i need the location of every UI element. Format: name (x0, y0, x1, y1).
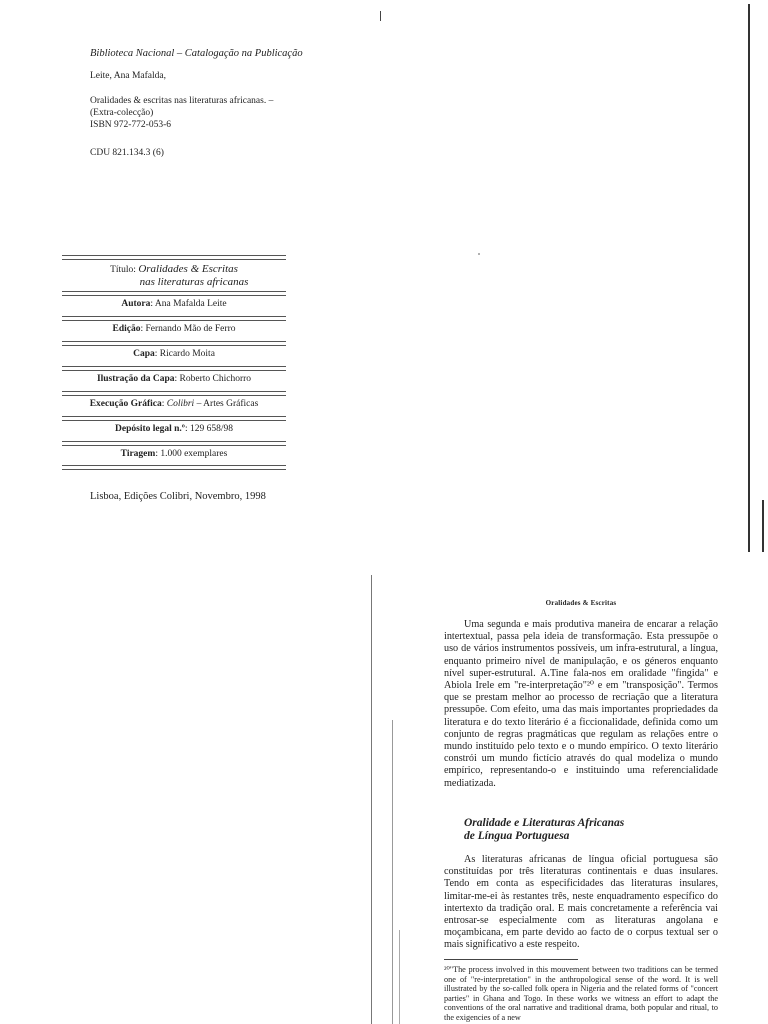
credits-rule (62, 366, 286, 371)
paragraph-1 (444, 619, 718, 790)
scan-speck (478, 253, 480, 255)
credit-value: Colibri (166, 399, 195, 409)
catalog-cdu: CDU 821.134.3 (6) (90, 148, 164, 158)
credit-label: Tiragem (120, 449, 156, 459)
credits-top-rule (62, 255, 286, 260)
section-heading-line: Oralidade e Literaturas Africanas (464, 817, 625, 829)
catalog-isbn: ISBN 972-772-053-6 (90, 120, 172, 130)
credits-rule (62, 391, 286, 396)
section-heading-line: de Língua Portuguesa (464, 829, 570, 842)
credits-rule (62, 341, 286, 346)
credits-rule (62, 416, 286, 421)
catalog-series: (Extra-colecção) (90, 108, 154, 118)
section-heading (464, 817, 624, 842)
gutter-line (392, 720, 393, 1024)
credit-value: nas literaturas africanas (139, 276, 249, 288)
credits-rule (62, 291, 286, 296)
credits-rule (62, 441, 286, 446)
credit-value: Fernando Mão de Ferro (145, 324, 236, 334)
footnote (444, 965, 718, 1023)
credit-execucao: Execução Gráfica: Colibri – Artes Gráficas (89, 399, 259, 409)
credit-capa: Capa: Ricardo Moita (133, 349, 215, 359)
paragraph-2 (444, 854, 718, 952)
credit-value: – Artes Gráficas (194, 399, 259, 409)
credit-label: Título (110, 265, 134, 275)
footnote-text: "The process involved in this mouvement between two traditions can be termed one of "re-interpretation" in the anthropological sense of the word. It is well illustrated by the so-called folk opera in Nigeria and the related forms of "concert parties" in Ghana and Togo. In these works we witness an effort to adapt the conventions of the oral narrative and traditional drama, both popular and ritual, to the exigencies of a new (444, 965, 718, 1022)
credit-deposito: Depósito legal n.º: 129 658/98 (115, 424, 233, 434)
footnote-mark: ²⁰ (444, 965, 450, 974)
scan-mark (380, 11, 381, 21)
gutter-line (399, 930, 400, 1024)
credit-titulo: Título: Oralidades & Escritas (110, 263, 238, 275)
credit-value: Oralidades & Escritas (138, 263, 238, 275)
credit-label: Edição (112, 324, 141, 334)
credit-label: Execução Gráfica (89, 399, 162, 409)
paragraph-text: Uma segunda e mais produtiva maneira de encarar a relação intertextual, passa pela ideia de transformação. Esta pressupõe o uso de vários instrumentos possíveis, um infra-estrutural, a língua, enquanto primeiro nível de manipulação, e os géneros enquanto nível super-estrutural. A.Tine fala-nos em oralidade "fingida" e Abiola Irele em "re-interpretação"²⁰ e em "transposição". Termos que se prestam melhor ao processo de recriação que a literatura pressupõe. Com efeito, uma das mais importantes propriedades da literatura e do texto literário é a ficcionalidade, definida como um conjunto de regras pragmáticas que regulam as relações entre o mundo instituído pelo texto e o mundo empírico. O texto literário constrói um mundo fictício através do qual modeliza o mundo empírico, representando-o e instituindo uma referencialidade mediatizada. (444, 619, 718, 789)
credit-edicao: Edição: Fernando Mão de Ferro (112, 324, 236, 334)
imprint-line: Lisboa, Edições Colibri, Novembro, 1998 (90, 491, 266, 502)
credit-autora: Autora: Ana Mafalda Leite (121, 299, 227, 309)
credit-label: Autora (121, 299, 151, 309)
credit-value: Roberto Chichorro (179, 374, 252, 384)
page-edge-line (762, 500, 764, 552)
credit-value: 1.000 exemplares (160, 449, 228, 459)
footnote-rule (444, 959, 578, 960)
catalog-book-line: Oralidades & escritas nas literaturas africanas. – (90, 96, 274, 106)
running-head: Oralidades & Escritas (545, 599, 617, 607)
catalog-title: Biblioteca Nacional – Catalogação na Publicação (90, 48, 303, 59)
gutter-line (371, 575, 372, 1024)
credit-ilustracao: Ilustração da Capa: Roberto Chichorro (96, 374, 252, 384)
credit-label: Ilustração da Capa (96, 374, 175, 384)
credit-tiragem: Tiragem: 1.000 exemplares (120, 449, 228, 459)
catalog-author: Leite, Ana Mafalda, (90, 71, 166, 81)
paragraph-text: As literaturas africanas de língua oficial portuguesa são constituídas por três literaturas continentais e duas insulares. Tendo em conta as especificidades das literaturas insulares, limitar-me-ei às restantes três, neste enquadramento específico do intertexto da tradição oral. E mais concretamente a referência vai entrosar-se especialmente com as literaturas angolana e moçambicana, em parte devido ao facto de o corpus textual ser o mais significativo a este respeito. (444, 854, 718, 951)
credit-titulo-2 (62, 276, 286, 288)
credits-rule (62, 316, 286, 321)
credits-bottom-rule (62, 465, 286, 470)
credit-value: Ricardo Moita (159, 349, 215, 359)
credit-value: Ana Mafalda Leite (154, 299, 227, 309)
credit-label: Capa (133, 349, 155, 359)
page-edge-line (748, 4, 750, 552)
credit-label: Depósito legal n.º (115, 424, 185, 434)
credit-value: 129 658/98 (189, 424, 233, 434)
